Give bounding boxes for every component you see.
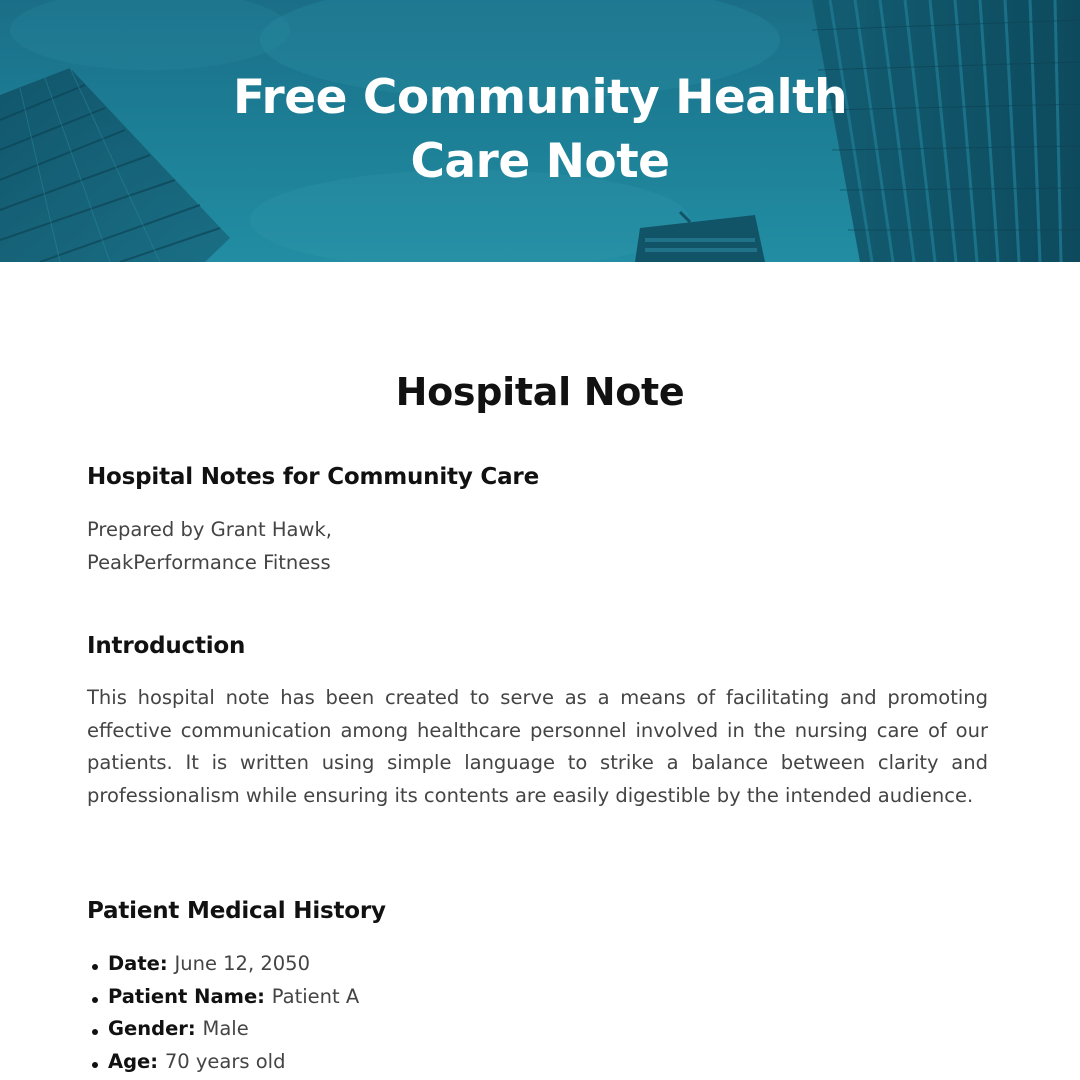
prepared-by-author: Prepared by Grant Hawk,	[87, 518, 332, 541]
prepared-by-organization: PeakPerformance Fitness	[87, 550, 331, 574]
age-value: 70 years old	[164, 1049, 286, 1073]
document-subtitle: Hospital Notes for Community Care	[87, 464, 539, 490]
banner-title-line-1: Free Community Health	[232, 70, 848, 125]
banner-title	[0, 66, 1080, 194]
date-label: Date:	[108, 952, 175, 975]
introduction-heading: Introduction	[87, 633, 246, 659]
bullet-icon	[92, 1029, 98, 1035]
list-item-patient-name	[87, 981, 359, 1014]
introduction-paragraph: This hospital note has been created to serve as a means of facilitating and promoting effective communication among healthcare personnel involved in the nursing care of our patients. It is written using simple language to strike a balance between clarity and professionalism while ensuring its contents are easily digestible by the intended audience.	[87, 686, 988, 807]
patient-name-value: Patient A	[271, 984, 360, 1008]
list-item-gender	[87, 1013, 359, 1046]
document-title: Hospital Note	[395, 370, 685, 414]
patient-name-label: Patient Name:	[108, 984, 272, 1008]
gender-label: Gender:	[108, 1017, 203, 1040]
gender-value: Male	[202, 1017, 249, 1040]
list-item-age	[87, 1046, 359, 1079]
prepared-by	[87, 514, 988, 579]
bullet-icon	[92, 997, 98, 1003]
list-item-date	[87, 948, 359, 981]
bullet-icon	[92, 1062, 98, 1068]
banner-title-line-2: Care Note	[410, 134, 670, 189]
medical-history-list	[87, 948, 359, 1078]
age-label: Age:	[108, 1049, 165, 1073]
bullet-icon	[92, 964, 98, 970]
medical-history-heading: Patient Medical History	[87, 898, 386, 924]
header-banner	[0, 0, 1080, 262]
date-value: June 12, 2050	[174, 952, 310, 975]
